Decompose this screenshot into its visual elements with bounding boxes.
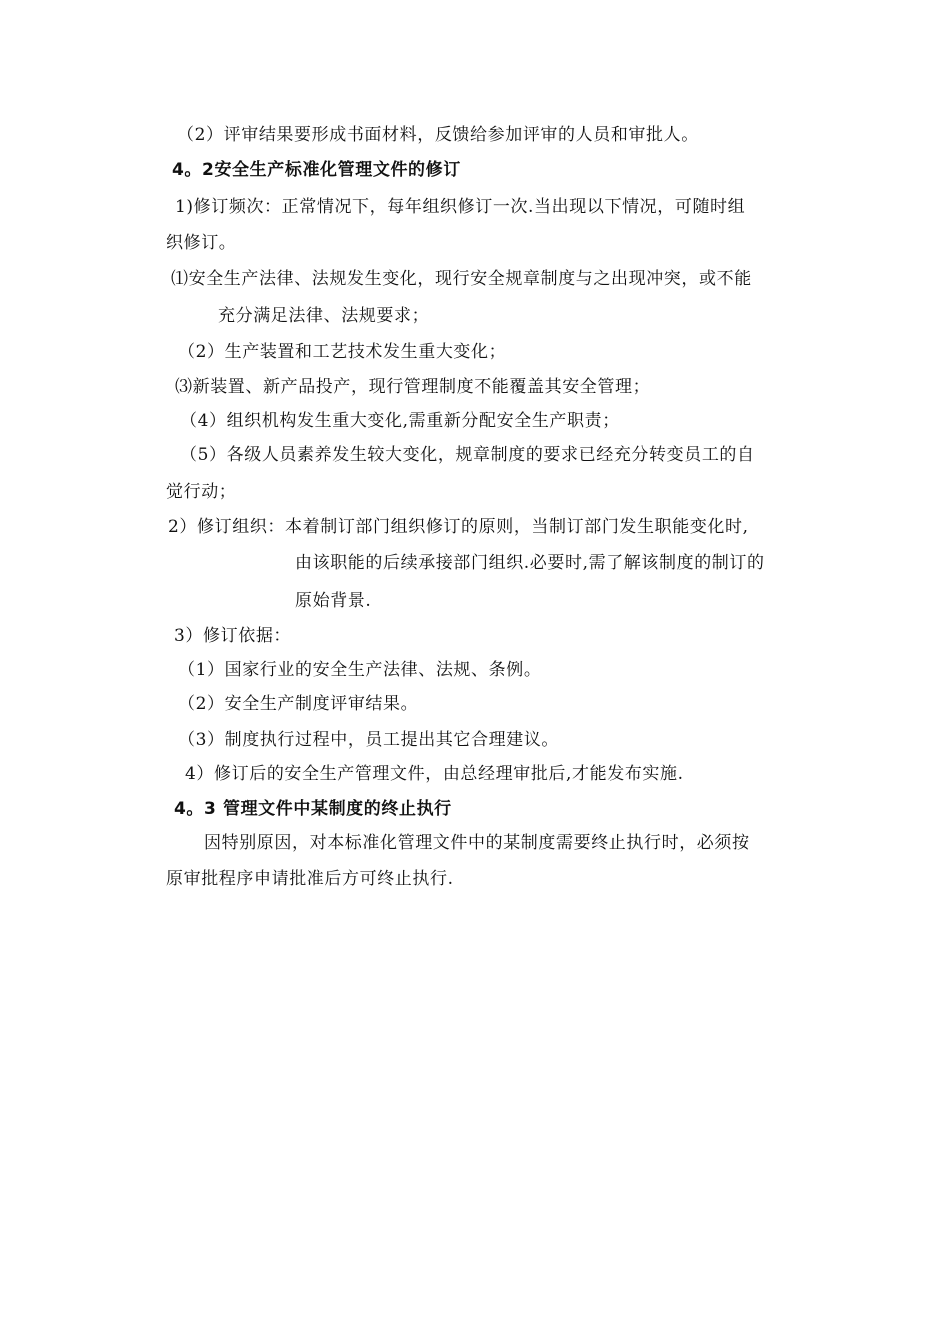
revision-organization-line-1: 2）修订组织：本着制订部门组织修订的原则，当制订部门发生职能变化时, <box>168 517 749 537</box>
termination-paragraph-line-2: 原审批程序申请批准后方可终止执行. <box>166 869 454 889</box>
revision-basis-3: （3）制度执行过程中，员工提出其它合理建议。 <box>178 730 560 750</box>
revision-condition-5-line-1: （5）各级人员素养发生较大变化，规章制度的要求已经充分转变员工的自 <box>180 445 755 465</box>
revision-approval: 4）修订后的安全生产管理文件，由总经理审批后,才能发布实施. <box>185 764 684 784</box>
section-heading-4-2: 4。2安全生产标准化管理文件的修订 <box>172 160 461 180</box>
revision-condition-1-line-1: ⑴安全生产法律、法规发生变化，现行安全规章制度与之出现冲突，或不能 <box>171 269 752 289</box>
revision-basis-1: （1）国家行业的安全生产法律、法规、条例。 <box>178 660 542 680</box>
revision-frequency-line-2: 织修订。 <box>166 233 237 253</box>
revision-condition-5-line-2: 觉行动； <box>166 482 237 502</box>
revision-basis-heading: 3）修订依据： <box>174 626 292 646</box>
revision-organization-line-3: 原始背景. <box>295 591 372 611</box>
revision-basis-2: （2）安全生产制度评审结果。 <box>178 694 419 714</box>
review-result-item: （2）评审结果要形成书面材料，反馈给参加评审的人员和审批人。 <box>177 125 699 145</box>
revision-organization-line-2: 由该职能的后续承接部门组织.必要时,需了解该制度的制订的 <box>295 553 765 573</box>
revision-frequency-line-1: 1)修订频次：正常情况下，每年组织修订一次.当出现以下情况，可随时组 <box>175 197 746 217</box>
revision-condition-4: （4）组织机构发生重大变化,需重新分配安全生产职责； <box>180 411 620 431</box>
termination-paragraph-line-1: 因特别原因，对本标准化管理文件中的某制度需要终止执行时，必须按 <box>204 833 750 853</box>
revision-condition-1-line-2: 充分满足法律、法规要求； <box>218 306 430 326</box>
revision-condition-2: （2）生产装置和工艺技术发生重大变化； <box>178 342 507 362</box>
section-heading-4-3: 4。3 管理文件中某制度的终止执行 <box>174 799 452 819</box>
revision-condition-3: ⑶新装置、新产品投产，现行管理制度不能覆盖其安全管理； <box>175 377 651 397</box>
